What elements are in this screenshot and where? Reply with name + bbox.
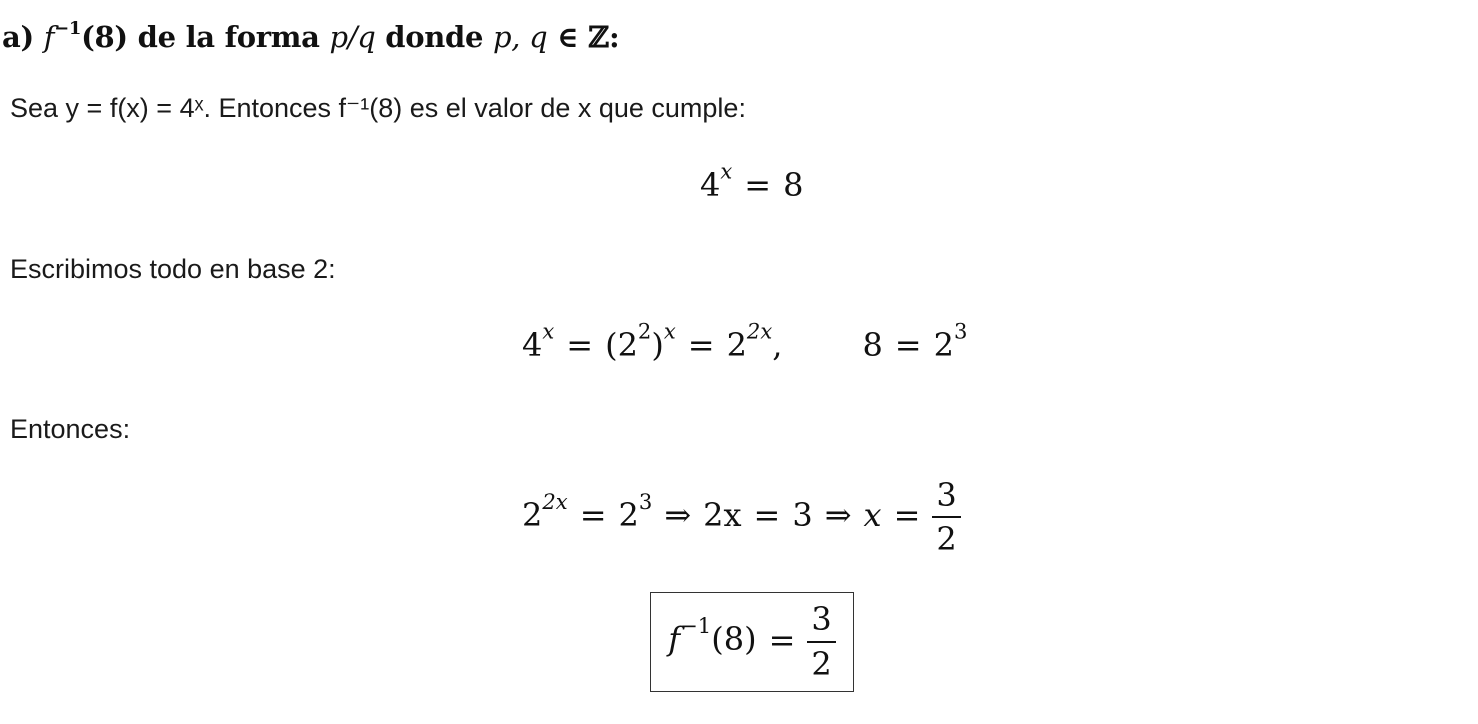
- eq2-d-exp: 3: [953, 318, 968, 344]
- eq2-op1: =: [566, 326, 594, 364]
- eq3-implies-2: ⇒: [824, 496, 852, 535]
- section-heading: [2, 20, 619, 54]
- eq2-op3: =: [894, 326, 922, 364]
- base2-paragraph: Escribimos todo en base 2:: [10, 254, 336, 284]
- heading-text: de la forma: [127, 20, 330, 54]
- eq3-a-exp: 2x: [542, 488, 568, 514]
- equation-2: [522, 318, 968, 364]
- intro-paragraph: Sea y = f(x) = 4ˣ. Entonces f⁻¹(8) es el valor de x que cumple:: [10, 93, 746, 123]
- eq2-op2: =: [687, 326, 715, 364]
- eq3-op2: =: [753, 496, 781, 535]
- eq2-a-exp: x: [542, 318, 555, 344]
- eq3-fraction: [932, 478, 960, 557]
- eq2-b-exp: x: [663, 318, 676, 344]
- then-paragraph: Entonces:: [10, 414, 131, 444]
- eq2-a-base: 4: [522, 326, 543, 364]
- eq3-c-lhs: 2x: [703, 496, 742, 535]
- result-exp: −1: [680, 613, 712, 639]
- result-fraction: [807, 602, 835, 681]
- eq1-op: =: [744, 166, 772, 204]
- heading-fraction: p/q: [329, 20, 376, 54]
- heading-donde: donde: [375, 20, 493, 54]
- eq3-b-exp: 3: [638, 488, 653, 514]
- eq3-a-base: 2: [522, 496, 543, 535]
- eq3-implies-1: ⇒: [664, 496, 692, 535]
- heading-label: a): [2, 20, 34, 54]
- heading-func: f: [43, 20, 55, 54]
- result-denominator: 2: [811, 644, 832, 683]
- eq2-d-lhs: 8: [862, 326, 883, 364]
- eq3-numerator: 3: [932, 478, 960, 518]
- equation-1: [700, 158, 804, 204]
- eq2-comma: ,: [772, 326, 783, 364]
- eq3-denominator: 2: [936, 520, 957, 559]
- eq3-op1: =: [579, 496, 607, 535]
- heading-vars: p, q: [492, 20, 548, 54]
- eq2-b-close: ): [651, 326, 664, 364]
- result-op: =: [768, 620, 796, 659]
- eq2-b-inner-exp: 2: [637, 318, 652, 344]
- result-arg: (8): [711, 620, 757, 659]
- eq3-b-base: 2: [618, 496, 639, 535]
- heading-set: ∈ ℤ:: [547, 20, 620, 54]
- eq1-rhs: 8: [783, 166, 804, 204]
- result-func: f: [668, 620, 681, 659]
- result-box: [650, 592, 854, 692]
- result-numerator: 3: [807, 602, 835, 642]
- eq2-d-base: 2: [933, 326, 954, 364]
- eq2-b-open: (2: [605, 326, 638, 364]
- eq3-d-var: x: [863, 496, 882, 535]
- eq1-exp: x: [720, 158, 733, 184]
- eq2-c-base: 2: [726, 326, 747, 364]
- equation-3: [522, 478, 961, 557]
- heading-arg: (8): [81, 20, 128, 54]
- eq3-op3: =: [893, 496, 921, 535]
- eq3-c-rhs: 3: [792, 496, 813, 535]
- eq2-c-exp: 2x: [746, 318, 773, 344]
- eq1-base: 4: [700, 166, 721, 204]
- heading-exp: −1: [54, 18, 82, 40]
